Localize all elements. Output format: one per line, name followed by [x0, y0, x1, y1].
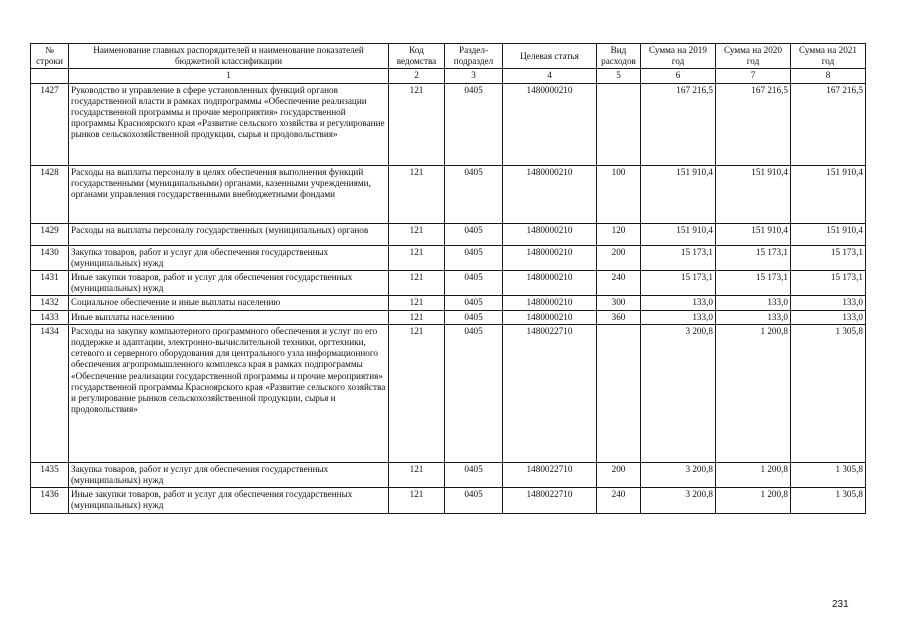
- dept-code-cell: 121: [389, 488, 445, 513]
- target-cell: 1480022710: [503, 324, 597, 462]
- section-cell: 0405: [445, 83, 503, 165]
- table-row: [31, 462, 866, 487]
- target-cell: 1480000210: [503, 310, 597, 324]
- section-cell: 0405: [445, 488, 503, 513]
- sum-2021-cell: 1 305,8: [791, 324, 866, 462]
- target-cell: 1480000210: [503, 296, 597, 310]
- sum-2019-cell: 151 910,4: [641, 165, 716, 223]
- sum-2021-cell: 167 216,5: [791, 83, 866, 165]
- dept-code-cell: 121: [389, 310, 445, 324]
- row-number-cell: 1431: [31, 271, 69, 296]
- expense-type-cell: [597, 83, 641, 165]
- table-row: [31, 310, 866, 324]
- sum-2020-cell: 1 200,8: [716, 488, 791, 513]
- expense-type-cell: 300: [597, 296, 641, 310]
- sum-2020-cell: 151 910,4: [716, 223, 791, 245]
- column-number-row: [31, 69, 866, 83]
- dept-code-cell: 121: [389, 296, 445, 310]
- column-number: [31, 69, 69, 83]
- sum-2020-cell: 1 200,8: [716, 462, 791, 487]
- sum-2019-cell: 151 910,4: [641, 223, 716, 245]
- header-target: Целевая статья: [503, 44, 597, 69]
- table-row: [31, 324, 866, 462]
- sum-2021-cell: 1 305,8: [791, 462, 866, 487]
- row-name-cell: Расходы на выплаты персоналу в целях обеспечения выполнения функций государственными (муниципальными) органами, казенными учреждениями, органами управления государственными внебюджетными фондами: [69, 165, 389, 223]
- section-cell: 0405: [445, 245, 503, 270]
- section-cell: 0405: [445, 324, 503, 462]
- dept-code-cell: 121: [389, 165, 445, 223]
- target-cell: 1480000210: [503, 223, 597, 245]
- sum-2019-cell: 3 200,8: [641, 462, 716, 487]
- target-cell: 1480022710: [503, 488, 597, 513]
- expense-type-cell: 100: [597, 165, 641, 223]
- table-row: [31, 271, 866, 296]
- budget-table: [30, 43, 866, 514]
- column-number: 4: [503, 69, 597, 83]
- expense-type-cell: 200: [597, 245, 641, 270]
- page-number: 231: [832, 599, 849, 610]
- target-cell: 1480000210: [503, 271, 597, 296]
- row-name-cell: Закупка товаров, работ и услуг для обеспечения государственных (муниципальных) нужд: [69, 462, 389, 487]
- target-cell: 1480022710: [503, 462, 597, 487]
- sum-2021-cell: 151 910,4: [791, 223, 866, 245]
- section-cell: 0405: [445, 462, 503, 487]
- row-name-cell: Социальное обеспечение и иные выплаты населению: [69, 296, 389, 310]
- sum-2020-cell: 133,0: [716, 296, 791, 310]
- sum-2020-cell: 133,0: [716, 310, 791, 324]
- sum-2020-cell: 1 200,8: [716, 324, 791, 462]
- section-cell: 0405: [445, 165, 503, 223]
- row-number-cell: 1433: [31, 310, 69, 324]
- row-name-cell: Закупка товаров, работ и услуг для обеспечения государственных (муниципальных) нужд: [69, 245, 389, 270]
- header-name: Наименование главных распорядителей и наименование показателей бюджетной классификации: [69, 44, 389, 69]
- table-row: [31, 488, 866, 513]
- header-expense-type: Вид расходов: [597, 44, 641, 69]
- sum-2020-cell: 167 216,5: [716, 83, 791, 165]
- sum-2019-cell: 133,0: [641, 310, 716, 324]
- sum-2021-cell: 15 173,1: [791, 245, 866, 270]
- column-number: 2: [389, 69, 445, 83]
- row-number-cell: 1432: [31, 296, 69, 310]
- row-name-cell: Иные выплаты населению: [69, 310, 389, 324]
- sum-2020-cell: 15 173,1: [716, 271, 791, 296]
- sum-2021-cell: 133,0: [791, 296, 866, 310]
- header-sum-2021: Сумма на 2021 год: [791, 44, 866, 69]
- sum-2021-cell: 133,0: [791, 310, 866, 324]
- row-name-cell: Иные закупки товаров, работ и услуг для обеспечения государственных (муниципальных) нужд: [69, 271, 389, 296]
- header-sum-2020: Сумма на 2020 год: [716, 44, 791, 69]
- row-number-cell: 1430: [31, 245, 69, 270]
- sum-2019-cell: 15 173,1: [641, 245, 716, 270]
- expense-type-cell: 240: [597, 488, 641, 513]
- dept-code-cell: 121: [389, 324, 445, 462]
- header-dept-code: Код ведомства: [389, 44, 445, 69]
- dept-code-cell: 121: [389, 245, 445, 270]
- sum-2021-cell: 151 910,4: [791, 165, 866, 223]
- row-name-cell: Руководство и управление в сфере установленных функций органов государственной власти в рамках подпрограммы «Обеспечение реализации государственной программы и прочие мероприятия» государственной программы Красноярского края «Развитие сельского хозяйства и регулирование рынков сельскохозяйственной продукции, сырья и продовольствия»: [69, 83, 389, 165]
- sum-2021-cell: 15 173,1: [791, 271, 866, 296]
- sum-2021-cell: 1 305,8: [791, 488, 866, 513]
- header-row-no: № строки: [31, 44, 69, 69]
- column-number: 6: [641, 69, 716, 83]
- target-cell: 1480000210: [503, 165, 597, 223]
- table-row: [31, 83, 866, 165]
- expense-type-cell: 200: [597, 462, 641, 487]
- row-number-cell: 1428: [31, 165, 69, 223]
- row-number-cell: 1435: [31, 462, 69, 487]
- column-number: 7: [716, 69, 791, 83]
- dept-code-cell: 121: [389, 83, 445, 165]
- target-cell: 1480000210: [503, 245, 597, 270]
- sum-2020-cell: 15 173,1: [716, 245, 791, 270]
- sum-2019-cell: 15 173,1: [641, 271, 716, 296]
- table-row: [31, 245, 866, 270]
- column-number: 5: [597, 69, 641, 83]
- row-name-cell: Расходы на закупку компьютерного программного обеспечения и услуг по его поддержке и адаптации, электронно-вычислительной техники, оргтехники, сетевого и серверного оборудования для центрального узла информационного обеспечения агропромышленного комплекса края в рамках подпрограммы «Обеспечение реализации государственной программы и прочие мероприятия» государственной программы Красноярского края «Развитие сельского хозяйства и регулирование рынков сельскохозяйственной продукции, сырья и продовольствия»: [69, 324, 389, 462]
- row-number-cell: 1436: [31, 488, 69, 513]
- row-name-cell: Расходы на выплаты персоналу государственных (муниципальных) органов: [69, 223, 389, 245]
- header-row: [31, 44, 866, 69]
- sum-2019-cell: 3 200,8: [641, 488, 716, 513]
- expense-type-cell: 120: [597, 223, 641, 245]
- row-number-cell: 1427: [31, 83, 69, 165]
- column-number: 1: [69, 69, 389, 83]
- header-sum-2019: Сумма на 2019 год: [641, 44, 716, 69]
- column-number: 3: [445, 69, 503, 83]
- column-number: 8: [791, 69, 866, 83]
- target-cell: 1480000210: [503, 83, 597, 165]
- expense-type-cell: 240: [597, 271, 641, 296]
- section-cell: 0405: [445, 296, 503, 310]
- section-cell: 0405: [445, 223, 503, 245]
- dept-code-cell: 121: [389, 271, 445, 296]
- table-row: [31, 165, 866, 223]
- expense-type-cell: [597, 324, 641, 462]
- dept-code-cell: 121: [389, 462, 445, 487]
- sum-2019-cell: 3 200,8: [641, 324, 716, 462]
- row-number-cell: 1429: [31, 223, 69, 245]
- section-cell: 0405: [445, 310, 503, 324]
- expense-type-cell: 360: [597, 310, 641, 324]
- table-row: [31, 223, 866, 245]
- header-section: Раздел-подраздел: [445, 44, 503, 69]
- row-name-cell: Иные закупки товаров, работ и услуг для обеспечения государственных (муниципальных) нужд: [69, 488, 389, 513]
- dept-code-cell: 121: [389, 223, 445, 245]
- row-number-cell: 1434: [31, 324, 69, 462]
- sum-2019-cell: 133,0: [641, 296, 716, 310]
- section-cell: 0405: [445, 271, 503, 296]
- sum-2020-cell: 151 910,4: [716, 165, 791, 223]
- sum-2019-cell: 167 216,5: [641, 83, 716, 165]
- table-row: [31, 296, 866, 310]
